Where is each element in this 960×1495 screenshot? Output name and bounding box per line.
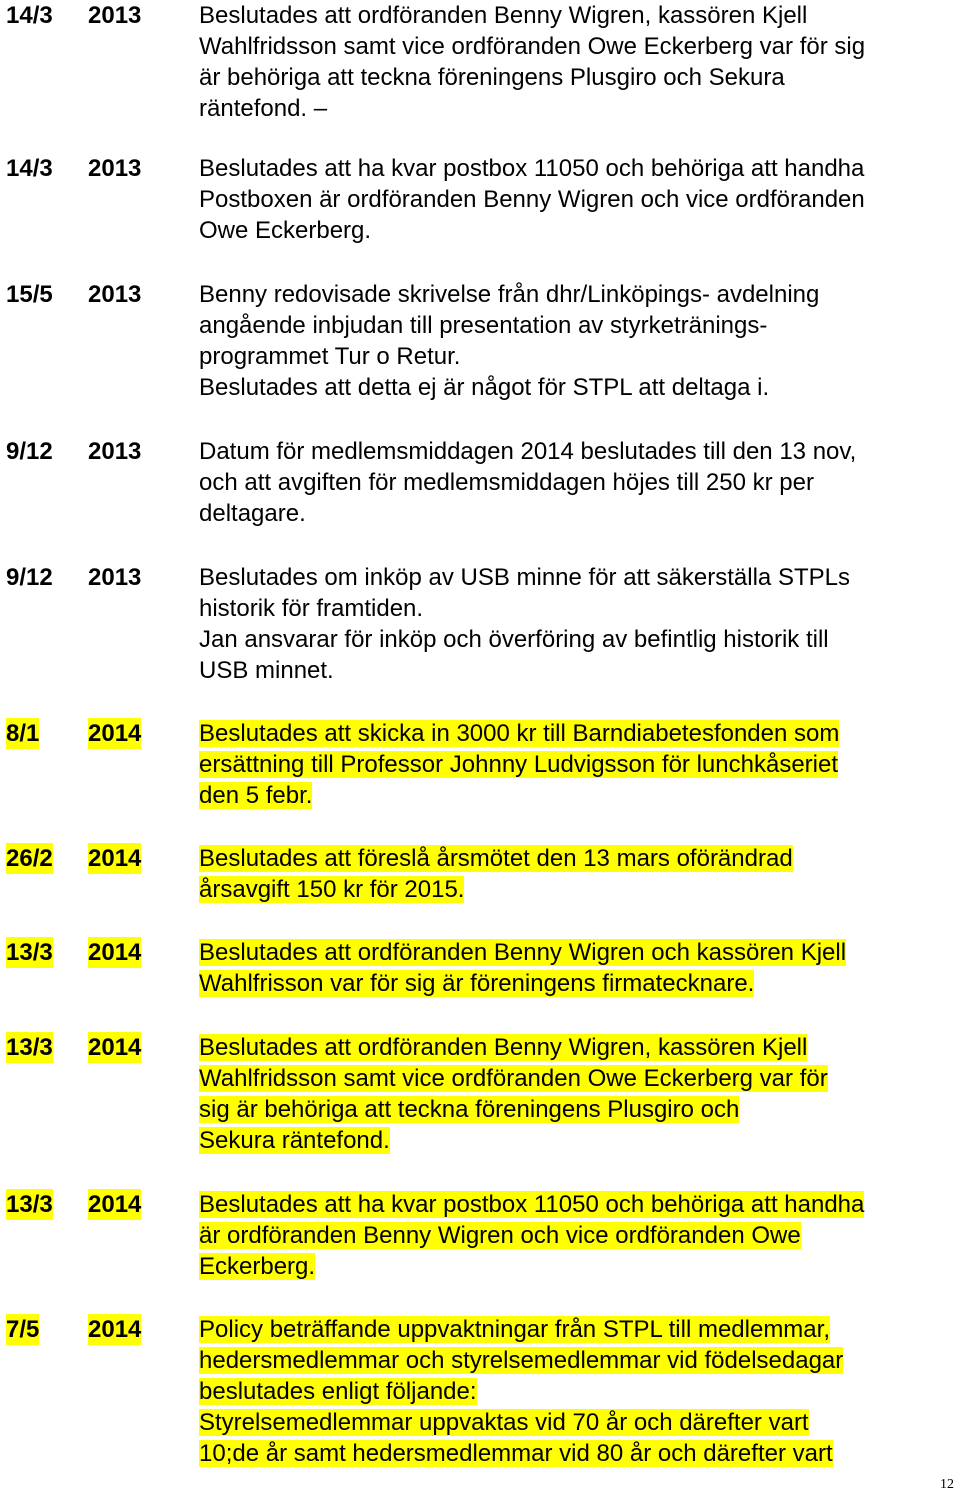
entry-text-line: Beslutades att ordföranden Benny Wigren, kassören Kjell bbox=[199, 1034, 808, 1061]
entry-date: 26/2 bbox=[6, 845, 53, 872]
entry-text bbox=[199, 279, 959, 403]
entry-year: 2014 bbox=[88, 720, 142, 747]
entry-text-line: 10;de år samt hedersmedlemmar vid 80 år och därefter vart bbox=[199, 1440, 833, 1467]
entry-text-line: Wahlfridsson samt vice ordföranden Owe Eckerberg var för sig bbox=[199, 33, 866, 60]
entry-date: 13/3 bbox=[6, 1034, 53, 1061]
entry-text-line: ersättning till Professor Johnny Ludvigsson för lunchkåseriet bbox=[199, 751, 838, 778]
entry-text-line: Eckerberg. bbox=[199, 1253, 316, 1280]
entry-date: 13/3 bbox=[6, 1191, 53, 1218]
entry-year: 2014 bbox=[88, 1191, 142, 1218]
entry-year: 2013 bbox=[88, 155, 142, 182]
entry-text-line: Beslutades att ordföranden Benny Wigren, kassören Kjell bbox=[199, 2, 808, 29]
entry-text-line: programmet Tur o Retur. bbox=[199, 343, 461, 370]
entry-text-line: hedersmedlemmar och styrelsemedlemmar vid födelsedagar bbox=[199, 1347, 844, 1374]
entry-text-line: Beslutades att skicka in 3000 kr till Barndiabetesfonden som bbox=[199, 720, 840, 747]
entry-text bbox=[199, 153, 959, 246]
page-number: 12 bbox=[940, 1477, 954, 1492]
entry-year: 2013 bbox=[88, 281, 142, 308]
entry-text-line: är ordföranden Benny Wigren och vice ordföranden Owe bbox=[199, 1222, 801, 1249]
entry-date: 8/1 bbox=[6, 720, 40, 747]
entry-text-line: Postboxen är ordföranden Benny Wigren och vice ordföranden bbox=[199, 186, 865, 213]
entry-date: 14/3 bbox=[6, 155, 53, 182]
entry-year: 2014 bbox=[88, 1316, 142, 1343]
entry-text-line: Policy beträffande uppvaktningar från STPL till medlemmar, bbox=[199, 1316, 830, 1343]
entry-year: 2013 bbox=[88, 438, 142, 465]
entry-text-line: Jan ansvarar för inköp och överföring av befintlig historik till bbox=[199, 626, 829, 653]
entry-text-line: Sekura räntefond. bbox=[199, 1127, 390, 1154]
entry-text-line: USB minnet. bbox=[199, 657, 334, 684]
entry-year: 2014 bbox=[88, 939, 142, 966]
entry-date: 9/12 bbox=[6, 438, 53, 465]
entry-text-line: årsavgift 150 kr för 2015. bbox=[199, 876, 465, 903]
entry-text bbox=[199, 1032, 959, 1156]
entry-text-line: Beslutades att detta ej är något för STPL att deltaga i. bbox=[199, 374, 770, 401]
entry-text-line: Beslutades att ha kvar postbox 11050 och behöriga att handha bbox=[199, 1191, 865, 1218]
entry-text-line: historik för framtiden. bbox=[199, 595, 424, 622]
entry-text-line: sig är behöriga att teckna föreningens Plusgiro och bbox=[199, 1096, 740, 1123]
entry-year: 2014 bbox=[88, 1034, 142, 1061]
entry-text bbox=[199, 1314, 959, 1469]
entry-text-line: den 5 febr. bbox=[199, 782, 313, 809]
entry-text bbox=[199, 843, 959, 905]
entry-text-line: Beslutades att ordföranden Benny Wigren och kassören Kjell bbox=[199, 939, 847, 966]
entry-text-line: Beslutades om inköp av USB minne för att säkerställa STPLs bbox=[199, 564, 850, 591]
entry-text bbox=[199, 1189, 959, 1282]
entry-date: 14/3 bbox=[6, 2, 53, 29]
entry-date: 9/12 bbox=[6, 564, 53, 591]
entry-text bbox=[199, 436, 959, 529]
entry-text-line: angående inbjudan till presentation av styrketränings- bbox=[199, 312, 768, 339]
entry-year: 2013 bbox=[88, 564, 142, 591]
entry-text-line: Wahlfridsson samt vice ordföranden Owe Eckerberg var för bbox=[199, 1065, 828, 1092]
entry-text-line: Owe Eckerberg. bbox=[199, 217, 372, 244]
entry-date: 7/5 bbox=[6, 1316, 40, 1343]
entry-text bbox=[199, 937, 959, 999]
entry-text-line: Beslutades att föreslå årsmötet den 13 mars oförändrad bbox=[199, 845, 793, 872]
entry-date: 15/5 bbox=[6, 281, 53, 308]
entry-text-line: är behöriga att teckna föreningens Plusgiro och Sekura bbox=[199, 64, 785, 91]
entry-text-line: Datum för medlemsmiddagen 2014 beslutades till den 13 nov, bbox=[199, 438, 857, 465]
entry-text-line: och att avgiften för medlemsmiddagen höjes till 250 kr per bbox=[199, 469, 814, 496]
entry-text-line: deltagare. bbox=[199, 500, 306, 527]
entry-text-line: beslutades enligt följande: bbox=[199, 1378, 477, 1405]
entry-text-line: Styrelsemedlemmar uppvaktas vid 70 år och därefter vart bbox=[199, 1409, 809, 1436]
entry-text bbox=[199, 718, 959, 811]
entry-text-line: räntefond. – bbox=[199, 95, 328, 122]
entry-year: 2014 bbox=[88, 845, 142, 872]
entry-date: 13/3 bbox=[6, 939, 53, 966]
entry-text-line: Beslutades att ha kvar postbox 11050 och behöriga att handha bbox=[199, 155, 865, 182]
entry-text bbox=[199, 0, 959, 124]
entry-year: 2013 bbox=[88, 2, 142, 29]
entry-text-line: Wahlfrisson var för sig är föreningens firmatecknare. bbox=[199, 970, 755, 997]
entry-text-line: Benny redovisade skrivelse från dhr/Linköpings- avdelning bbox=[199, 281, 820, 308]
entry-text bbox=[199, 562, 959, 686]
